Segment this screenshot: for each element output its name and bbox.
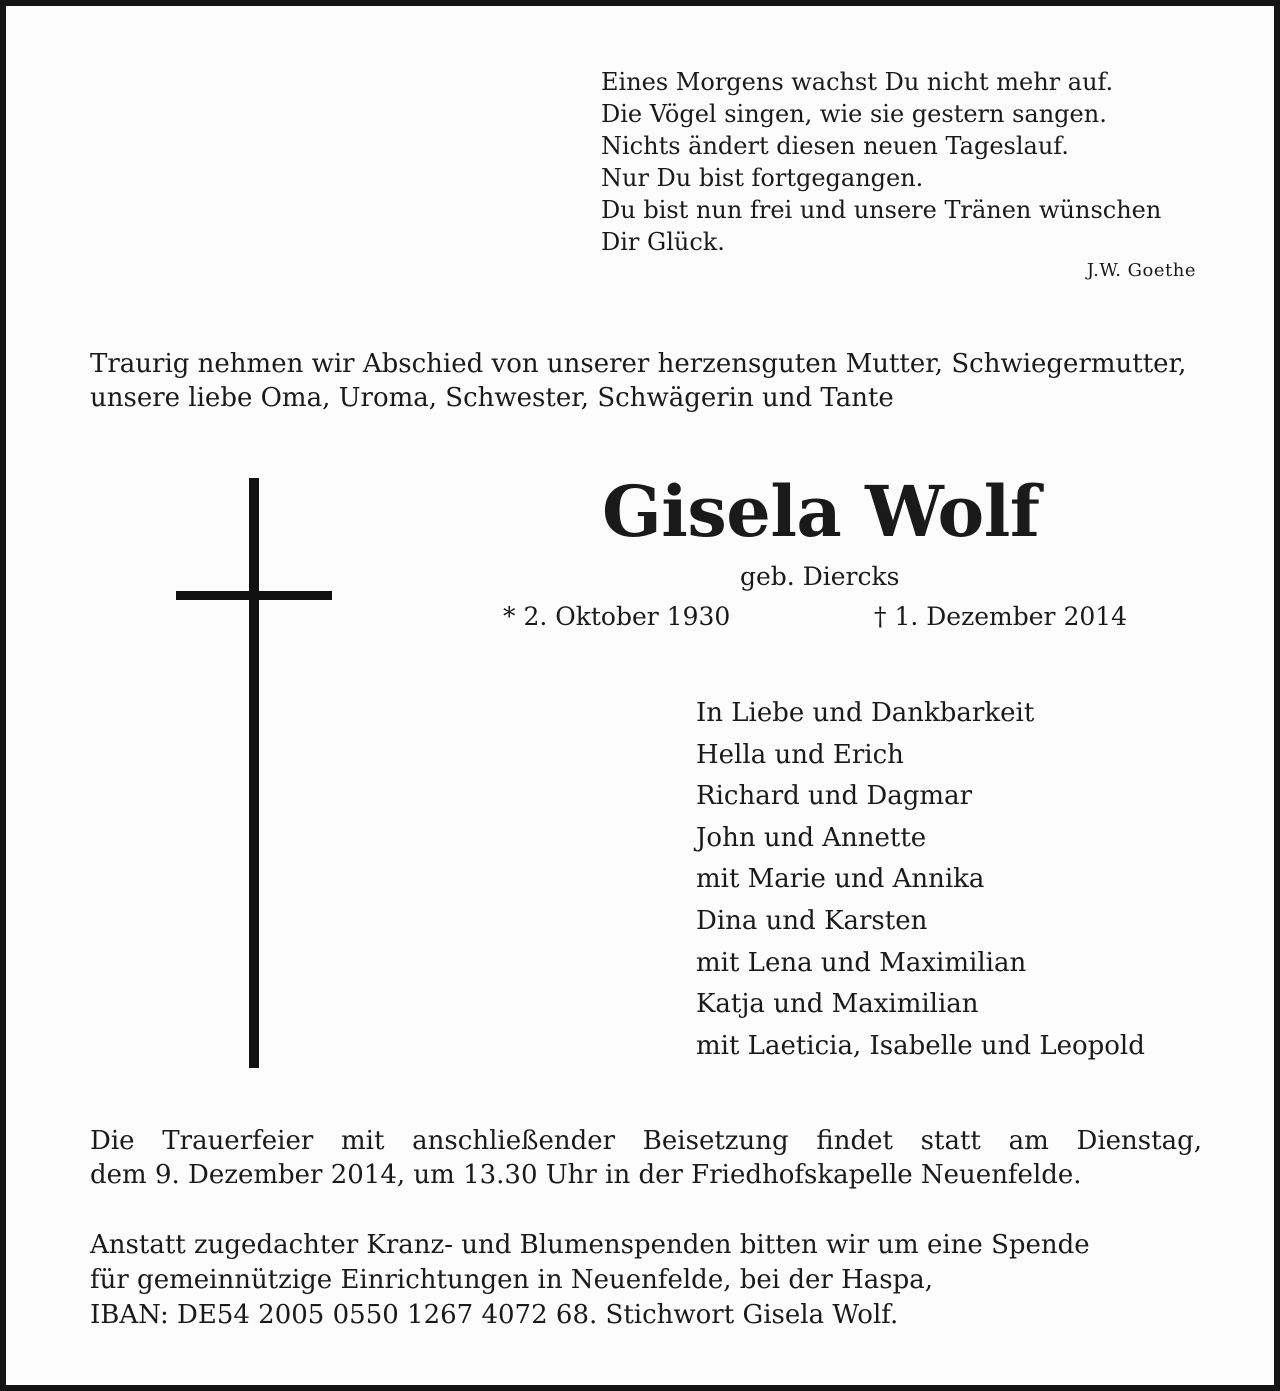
intro-line: Traurig nehmen wir Abschied von unserer herzensguten Mutter, Schwiegermutter, <box>90 349 1187 379</box>
mourner-line: mit Marie und Annika <box>696 864 985 895</box>
birth-name: geb. Diercks <box>740 562 900 591</box>
cross-horizontal-bar <box>176 591 332 600</box>
donation-line: IBAN: DE54 2005 0550 1267 4072 68. Stichwort Gisela Wolf. <box>90 1300 899 1330</box>
mourners-list <box>696 694 1256 1068</box>
mourner-line: mit Lena und Maximilian <box>696 947 1027 978</box>
poem-line: Du bist nun frei und unsere Tränen wünschen <box>601 196 1162 224</box>
donation-line: Anstatt zugedachter Kranz- und Blumenspenden bitten wir um eine Spende <box>90 1230 1090 1260</box>
poem-line: Eines Morgens wachst Du nicht mehr auf. <box>601 68 1114 96</box>
intro-line: unsere liebe Oma, Uroma, Schwester, Schwägerin und Tante <box>90 383 894 413</box>
service-line: Die Trauerfeier mit anschließender Beisetzung findet statt am Dienstag, <box>90 1126 1202 1156</box>
poem-line: Nur Du bist fortgegangen. <box>601 164 924 192</box>
mourner-line: Hella und Erich <box>696 739 904 770</box>
mourner-line: Dina und Karsten <box>696 905 928 936</box>
donation-line: für gemeinnützige Einrichtungen in Neuenfelde, bei der Haspa, <box>90 1265 933 1295</box>
donation-text <box>90 1228 1210 1333</box>
poem-line: Nichts ändert diesen neuen Tageslauf. <box>601 132 1069 160</box>
mourner-line: In Liebe und Dankbarkeit <box>696 698 1035 728</box>
funeral-service-text <box>90 1124 1202 1192</box>
death-date: † 1. Dezember 2014 <box>874 602 1128 631</box>
poem-author: J.W. Goethe <box>1086 260 1196 281</box>
mourner-line: Katja und Maximilian <box>696 989 979 1020</box>
intro-text <box>90 347 1220 415</box>
cross-vertical-bar <box>249 478 259 1068</box>
poem-line: Dir Glück. <box>601 228 725 256</box>
poem-line: Die Vögel singen, wie sie gestern sangen. <box>601 100 1107 128</box>
mourner-line: mit Laeticia, Isabelle und Leopold <box>696 1030 1145 1061</box>
poem <box>601 66 1211 258</box>
service-line: dem 9. Dezember 2014, um 13.30 Uhr in der Friedhofskapelle Neuenfelde. <box>90 1160 1082 1190</box>
deceased-name: Gisela Wolf <box>602 470 1040 553</box>
mourner-line: John und Annette <box>696 822 927 853</box>
birth-date: * 2. Oktober 1930 <box>503 602 731 631</box>
mourner-line: Richard und Dagmar <box>696 781 973 812</box>
